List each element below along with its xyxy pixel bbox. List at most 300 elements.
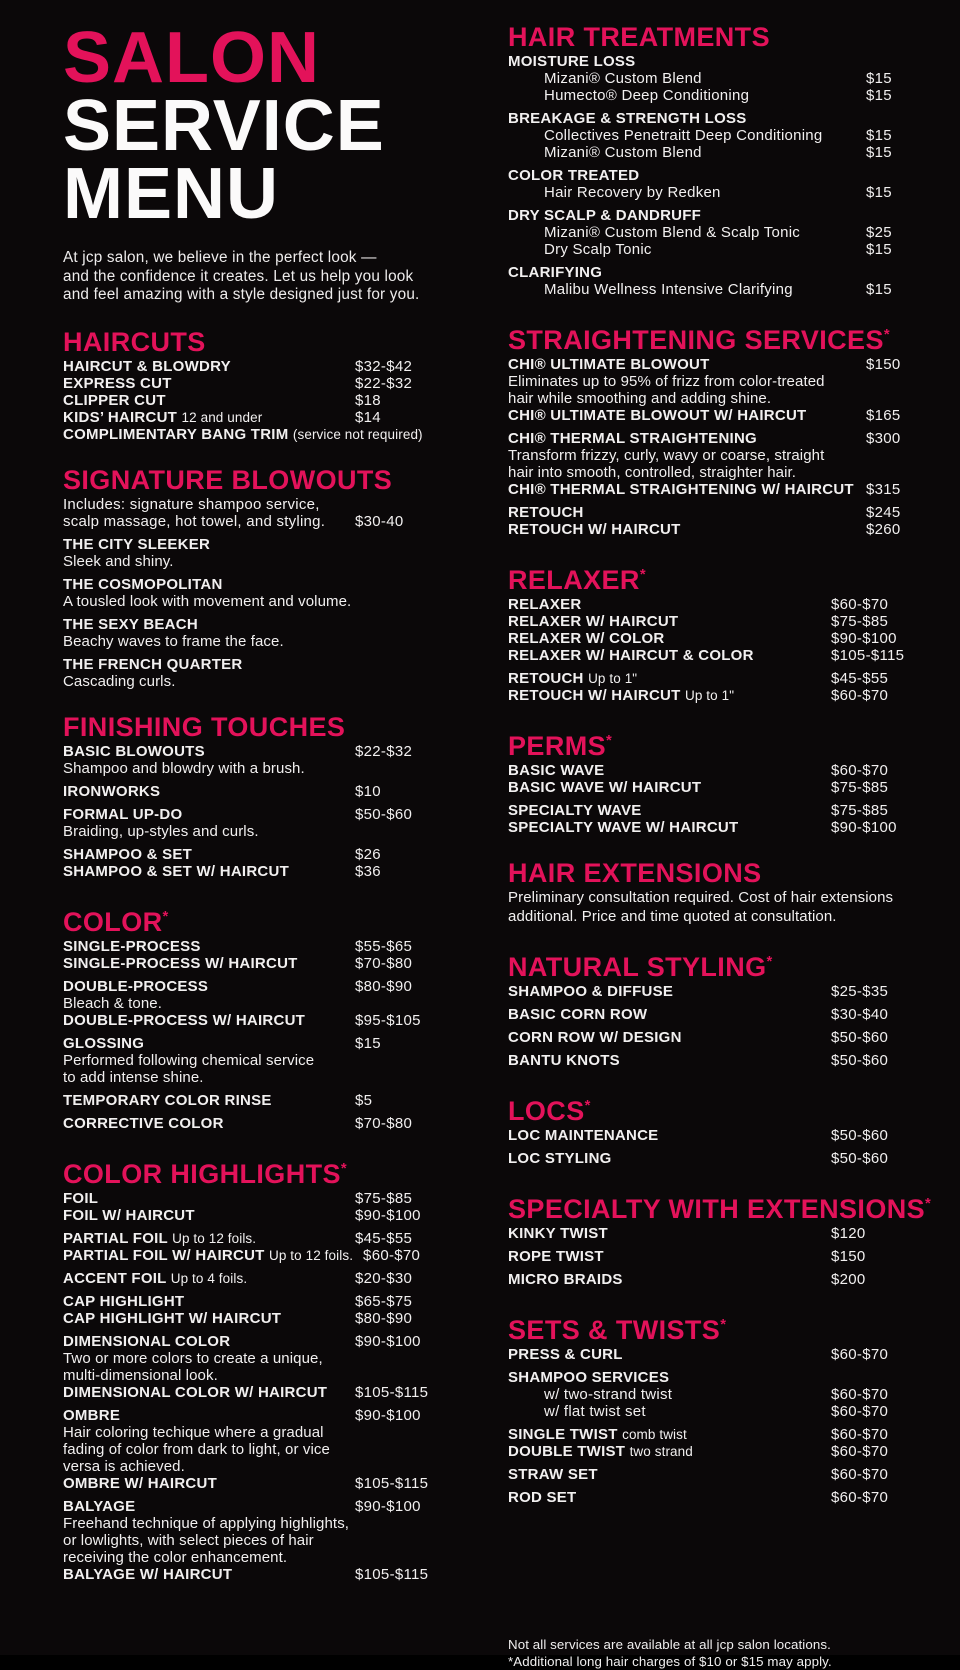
service-desc-line: Sleek and shiny. bbox=[63, 552, 174, 570]
service-row bbox=[508, 1271, 910, 1288]
service-name bbox=[63, 656, 355, 673]
service-price: $15 bbox=[355, 1034, 381, 1052]
service-name-text: Mizani® Custom Blend bbox=[544, 144, 702, 161]
section-asterisk: * bbox=[720, 1317, 726, 1333]
service-name-text: CAP HIGHLIGHT W/ HAIRCUT bbox=[63, 1309, 282, 1327]
service-row bbox=[63, 1092, 448, 1109]
service-row bbox=[63, 1190, 448, 1207]
service-name bbox=[508, 1369, 831, 1386]
service-desc-line: or lowlights, with select pieces of hair bbox=[63, 1531, 314, 1549]
service-group bbox=[508, 110, 910, 161]
service-note: Up to 1" bbox=[684, 688, 735, 703]
service-group bbox=[63, 496, 448, 530]
service-name-text: ROD SET bbox=[508, 1489, 577, 1506]
service-name-text: PARTIAL FOIL W/ HAIRCUT bbox=[63, 1246, 265, 1264]
service-name bbox=[508, 407, 866, 424]
service-name bbox=[63, 616, 355, 633]
service-desc-line: to add intense shine. bbox=[63, 1068, 204, 1086]
service-group bbox=[63, 358, 448, 443]
section-title bbox=[63, 1156, 448, 1188]
service-name bbox=[508, 613, 831, 630]
service-name-text: GLOSSING bbox=[63, 1034, 145, 1052]
service-name-text: ACCENT FOIL bbox=[63, 1269, 167, 1287]
menu-title bbox=[63, 18, 448, 234]
service-row bbox=[508, 356, 910, 373]
service-price: $15 bbox=[866, 281, 892, 298]
service-name-text: KINKY TWIST bbox=[508, 1225, 608, 1242]
section-title-text: SETS & TWISTS bbox=[508, 1315, 721, 1345]
service-name bbox=[508, 1029, 831, 1046]
service-row bbox=[508, 1369, 910, 1386]
service-group bbox=[508, 167, 910, 201]
service-name bbox=[63, 1012, 355, 1029]
service-row bbox=[508, 1443, 910, 1460]
service-desc-line: Transform frizzy, curly, wavy or coarse, straight bbox=[508, 447, 825, 464]
section-asterisk: * bbox=[162, 908, 169, 925]
service-name bbox=[63, 846, 355, 863]
service-desc-line: Freehand technique of applying highlights, bbox=[63, 1514, 350, 1532]
service-name-text: RETOUCH W/ HAIRCUT bbox=[508, 521, 681, 538]
service-price: $15 bbox=[866, 184, 892, 201]
service-price: $26 bbox=[355, 845, 381, 863]
service-name-text: SINGLE TWIST bbox=[508, 1426, 618, 1443]
service-price: $15 bbox=[866, 241, 892, 258]
service-price: $60-$70 bbox=[831, 1466, 889, 1483]
menu-section bbox=[508, 728, 910, 836]
service-name bbox=[63, 426, 433, 443]
service-name-text: OMBRE bbox=[63, 1406, 121, 1424]
service-row bbox=[508, 687, 910, 704]
footer-disclaimer bbox=[508, 1636, 910, 1670]
service-group bbox=[63, 1190, 448, 1224]
service-name-text: KIDS’ HAIRCUT bbox=[63, 408, 178, 426]
service-name bbox=[63, 1207, 355, 1224]
service-row bbox=[63, 1035, 448, 1052]
service-row bbox=[508, 264, 910, 281]
service-group bbox=[508, 1029, 910, 1046]
service-name-text: PARTIAL FOIL bbox=[63, 1229, 168, 1247]
service-group bbox=[508, 1052, 910, 1069]
service-desc-line: Performed following chemical service bbox=[63, 1051, 315, 1069]
service-name bbox=[63, 1498, 355, 1515]
service-row bbox=[63, 1230, 448, 1247]
service-name-text: Humecto® Deep Conditioning bbox=[544, 87, 750, 104]
service-desc-line: A tousled look with movement and volume. bbox=[63, 592, 352, 610]
service-name-text: FOIL bbox=[63, 1189, 99, 1207]
service-name bbox=[508, 647, 831, 664]
service-row bbox=[508, 87, 910, 104]
service-name-text: CHI® ULTIMATE BLOWOUT W/ HAIRCUT bbox=[508, 407, 807, 424]
service-name-text: OMBRE W/ HAIRCUT bbox=[63, 1474, 217, 1492]
service-group bbox=[508, 1369, 910, 1420]
service-group bbox=[63, 1293, 448, 1327]
service-note: Up to 12 foils. bbox=[269, 1247, 354, 1263]
service-price: $105-$115 bbox=[831, 647, 905, 664]
service-name-text: IRONWORKS bbox=[63, 782, 161, 800]
service-price: $105-$115 bbox=[355, 1383, 429, 1401]
service-row bbox=[508, 1052, 910, 1069]
service-row bbox=[63, 656, 448, 673]
intro-line: and the confidence it creates. Let us help you look bbox=[63, 267, 414, 285]
service-name-text: Hair Recovery by Redken bbox=[544, 184, 721, 201]
intro-line: and feel amazing with a style designed just for you. bbox=[63, 286, 420, 303]
service-name bbox=[508, 1006, 831, 1023]
service-row bbox=[508, 224, 910, 241]
service-name bbox=[63, 1333, 355, 1350]
service-name bbox=[63, 783, 355, 800]
service-row bbox=[508, 1150, 910, 1167]
service-name-text: MICRO BRAIDS bbox=[508, 1271, 623, 1288]
footer-line: *Additional long hair charges of $10 or $15 may apply. bbox=[508, 1654, 832, 1669]
service-name bbox=[544, 70, 866, 87]
service-row bbox=[508, 1403, 910, 1420]
service-row bbox=[508, 1225, 910, 1242]
service-name bbox=[508, 110, 866, 127]
service-name bbox=[63, 955, 355, 972]
service-name-text: RELAXER W/ HAIRCUT bbox=[508, 613, 679, 630]
section-title-text: NATURAL STYLING bbox=[508, 952, 767, 982]
service-price: $60-$70 bbox=[831, 762, 889, 779]
service-name-text: CLARIFYING bbox=[508, 264, 603, 281]
service-group bbox=[63, 616, 448, 650]
service-name bbox=[508, 1271, 831, 1288]
service-row bbox=[63, 1115, 448, 1132]
service-name-text: DOUBLE TWIST bbox=[508, 1443, 626, 1460]
menu-section bbox=[508, 1191, 931, 1288]
service-name bbox=[508, 1225, 831, 1242]
service-name bbox=[508, 167, 866, 184]
service-row bbox=[63, 743, 448, 760]
section-title-text: COLOR HIGHLIGHTS bbox=[63, 1158, 341, 1189]
service-name bbox=[508, 207, 866, 224]
service-price: $55-$65 bbox=[355, 937, 413, 955]
section-asterisk: * bbox=[340, 1160, 347, 1177]
service-price: $50-$60 bbox=[831, 1052, 889, 1069]
service-name bbox=[508, 1443, 831, 1460]
left-sections bbox=[63, 326, 448, 1583]
service-row bbox=[508, 1489, 910, 1506]
menu-section bbox=[63, 1156, 448, 1583]
service-name-text: BALYAGE W/ HAIRCUT bbox=[63, 1565, 233, 1583]
service-price: $90-$100 bbox=[831, 819, 897, 836]
service-name-text: SHAMPOO & SET W/ HAIRCUT bbox=[63, 862, 289, 880]
service-name-text: DIMENSIONAL COLOR bbox=[63, 1332, 231, 1350]
service-name bbox=[63, 1035, 355, 1052]
menu-section bbox=[63, 464, 448, 690]
service-row bbox=[63, 1498, 448, 1515]
service-price: $75-$85 bbox=[831, 802, 889, 819]
service-name-text: RETOUCH W/ HAIRCUT bbox=[508, 687, 681, 704]
service-row bbox=[508, 819, 910, 836]
service-name-text: CHI® THERMAL STRAIGHTENING W/ HAIRCUT bbox=[508, 481, 854, 498]
service-row bbox=[63, 513, 448, 530]
service-name bbox=[63, 938, 355, 955]
service-price: $60-$70 bbox=[831, 1426, 889, 1443]
service-name bbox=[508, 819, 831, 836]
service-row bbox=[63, 1407, 448, 1424]
service-name bbox=[63, 978, 355, 995]
service-name bbox=[63, 496, 355, 513]
title-line-salon: SALON bbox=[63, 18, 320, 98]
service-price: $25 bbox=[866, 224, 892, 241]
service-group bbox=[63, 743, 448, 777]
service-name-text: PRESS & CURL bbox=[508, 1346, 623, 1363]
service-name bbox=[508, 1466, 831, 1483]
service-name bbox=[63, 392, 355, 409]
service-price: $18 bbox=[355, 391, 381, 409]
service-row bbox=[508, 167, 910, 184]
service-price: $15 bbox=[866, 87, 892, 104]
service-group bbox=[63, 576, 448, 610]
service-row bbox=[63, 955, 448, 972]
service-group bbox=[63, 1498, 448, 1583]
service-desc-line: receiving the color enhancement. bbox=[63, 1548, 288, 1566]
service-row bbox=[63, 576, 448, 593]
section-asterisk: * bbox=[883, 327, 890, 343]
service-group bbox=[63, 938, 448, 972]
service-row bbox=[63, 616, 448, 633]
service-price: $90-$100 bbox=[355, 1497, 421, 1515]
service-price: $65-$75 bbox=[355, 1292, 413, 1310]
service-name-text: LOC STYLING bbox=[508, 1150, 612, 1167]
service-row bbox=[508, 647, 910, 664]
service-row bbox=[63, 1293, 448, 1310]
service-row bbox=[63, 409, 448, 426]
service-name bbox=[544, 281, 866, 298]
service-note: Up to 12 foils. bbox=[172, 1230, 257, 1246]
service-row bbox=[63, 1270, 448, 1287]
service-row bbox=[508, 596, 910, 613]
service-row bbox=[508, 281, 910, 298]
section-title bbox=[508, 24, 910, 51]
service-price: $32-$42 bbox=[355, 357, 413, 375]
service-desc-line: Bleach & tone. bbox=[63, 994, 162, 1012]
service-price: $50-$60 bbox=[831, 1029, 889, 1046]
service-name bbox=[508, 264, 866, 281]
service-row bbox=[508, 504, 910, 521]
section-title bbox=[508, 860, 910, 887]
service-name-text: SINGLE-PROCESS bbox=[63, 937, 201, 955]
service-row bbox=[508, 779, 910, 796]
section-title-text: SPECIALTY WITH EXTENSIONS bbox=[508, 1194, 926, 1224]
service-name-text: SHAMPOO SERVICES bbox=[508, 1369, 670, 1386]
service-group bbox=[63, 978, 448, 1029]
service-group bbox=[63, 1407, 448, 1492]
service-group bbox=[63, 806, 448, 840]
service-name-text: HAIRCUT & BLOWDRY bbox=[63, 357, 231, 375]
service-name bbox=[63, 806, 355, 823]
service-group bbox=[508, 1248, 910, 1265]
section-title bbox=[508, 728, 910, 760]
service-row bbox=[63, 1207, 448, 1224]
service-row bbox=[508, 1426, 910, 1443]
section-title bbox=[508, 949, 910, 981]
service-price: $80-$90 bbox=[355, 977, 413, 995]
service-row bbox=[508, 670, 910, 687]
service-row bbox=[63, 846, 448, 863]
service-note: Up to 1" bbox=[588, 671, 638, 686]
service-row bbox=[63, 1012, 448, 1029]
service-group bbox=[508, 1225, 910, 1242]
service-name bbox=[63, 409, 355, 426]
service-row bbox=[508, 983, 910, 1000]
service-price: $50-$60 bbox=[831, 1127, 889, 1144]
service-desc-line: Eliminates up to 95% of frizz from color-treated bbox=[508, 373, 825, 390]
service-name bbox=[63, 1115, 355, 1132]
service-name-text: COLOR TREATED bbox=[508, 167, 640, 184]
service-name bbox=[508, 1052, 831, 1069]
right-sections bbox=[508, 22, 931, 1506]
service-name bbox=[63, 358, 355, 375]
service-price: $70-$80 bbox=[355, 1114, 413, 1132]
service-row bbox=[63, 1310, 448, 1327]
service-name-text: SINGLE-PROCESS W/ HAIRCUT bbox=[63, 954, 298, 972]
menu-section bbox=[63, 711, 448, 880]
section-title-text: HAIR EXTENSIONS bbox=[508, 858, 762, 888]
service-row bbox=[508, 184, 910, 201]
service-desc-line: Hair coloring techique where a gradual bbox=[63, 1423, 324, 1441]
menu-section bbox=[508, 562, 910, 704]
service-name bbox=[508, 762, 831, 779]
right-column bbox=[508, 22, 931, 1669]
service-price: $70-$80 bbox=[355, 954, 413, 972]
service-price: $14 bbox=[355, 408, 381, 426]
service-row bbox=[63, 426, 448, 443]
service-group bbox=[508, 504, 910, 538]
service-desc-line: versa is achieved. bbox=[63, 1457, 185, 1475]
service-price: $150 bbox=[866, 356, 901, 373]
menu-section bbox=[508, 860, 910, 925]
section-title bbox=[508, 1093, 910, 1125]
service-note: comb twist bbox=[622, 1427, 687, 1442]
service-name bbox=[544, 87, 866, 104]
service-price: $30-40 bbox=[355, 512, 404, 530]
section-title-text: LOCS bbox=[508, 1096, 585, 1126]
service-name-text: CLIPPER CUT bbox=[63, 391, 166, 409]
service-name bbox=[508, 1150, 831, 1167]
service-name-text: THE CITY SLEEKER bbox=[63, 535, 211, 553]
service-name-text: CORN ROW W/ DESIGN bbox=[508, 1029, 682, 1046]
service-row bbox=[63, 938, 448, 955]
section-title bbox=[508, 322, 910, 354]
service-name bbox=[544, 1386, 831, 1403]
service-price: $75-$85 bbox=[831, 613, 889, 630]
service-row bbox=[63, 863, 448, 880]
service-name bbox=[544, 241, 866, 258]
service-row bbox=[63, 1384, 448, 1401]
service-name-text: w/ two-strand twist bbox=[544, 1386, 673, 1403]
service-price: $60-$70 bbox=[831, 1386, 889, 1403]
service-row bbox=[63, 392, 448, 409]
service-name bbox=[508, 596, 831, 613]
service-group bbox=[63, 536, 448, 570]
service-name-text: THE SEXY BEACH bbox=[63, 615, 198, 633]
service-name bbox=[63, 1310, 355, 1327]
service-price: $90-$100 bbox=[355, 1406, 421, 1424]
menu-section bbox=[508, 1312, 910, 1506]
service-group bbox=[63, 656, 448, 690]
section-title bbox=[63, 464, 448, 495]
service-price: $200 bbox=[831, 1271, 866, 1288]
service-group bbox=[508, 983, 910, 1000]
service-name-text: BANTU KNOTS bbox=[508, 1052, 620, 1069]
service-name bbox=[544, 144, 866, 161]
service-name-text: RETOUCH bbox=[508, 670, 584, 687]
service-name bbox=[63, 1293, 355, 1310]
service-price: $300 bbox=[866, 430, 901, 447]
service-name-text: SHAMPOO & DIFFUSE bbox=[508, 983, 674, 1000]
service-name bbox=[508, 504, 866, 521]
service-name bbox=[63, 513, 355, 530]
service-desc-line: Beachy waves to frame the face. bbox=[63, 632, 284, 650]
service-group bbox=[508, 596, 910, 664]
service-group bbox=[63, 1230, 448, 1264]
service-price: $60-$70 bbox=[831, 1443, 889, 1460]
service-name bbox=[508, 687, 831, 704]
service-row bbox=[508, 127, 910, 144]
service-group bbox=[508, 1466, 910, 1483]
service-name-text: Mizani® Custom Blend & Scalp Tonic bbox=[544, 224, 801, 241]
section-title-text: STRAIGHTENING SERVICES bbox=[508, 325, 884, 355]
service-price: $75-$85 bbox=[355, 1189, 413, 1207]
service-group bbox=[63, 1092, 448, 1109]
service-row bbox=[508, 70, 910, 87]
service-row bbox=[508, 630, 910, 647]
service-row bbox=[508, 521, 910, 538]
section-title bbox=[63, 711, 448, 742]
service-row bbox=[508, 407, 910, 424]
service-row bbox=[508, 1466, 910, 1483]
service-group bbox=[508, 1150, 910, 1167]
service-name-text: Mizani® Custom Blend bbox=[544, 70, 702, 87]
service-row bbox=[508, 481, 910, 498]
service-name-text: THE FRENCH QUARTER bbox=[63, 655, 243, 673]
service-name bbox=[63, 1190, 355, 1207]
service-note: two strand bbox=[629, 1444, 693, 1459]
service-group bbox=[63, 1115, 448, 1132]
service-row bbox=[63, 783, 448, 800]
service-name bbox=[63, 375, 355, 392]
service-name bbox=[63, 1247, 363, 1264]
service-group bbox=[63, 1035, 448, 1086]
service-name bbox=[63, 1566, 355, 1583]
service-price: $105-$115 bbox=[355, 1565, 429, 1583]
service-group bbox=[508, 264, 910, 298]
service-group bbox=[508, 430, 910, 498]
service-name-text: BASIC BLOWOUTS bbox=[63, 742, 205, 760]
service-price: $60-$70 bbox=[831, 1403, 889, 1420]
service-group bbox=[63, 1333, 448, 1401]
service-name bbox=[63, 743, 355, 760]
service-name bbox=[508, 779, 831, 796]
service-group bbox=[508, 53, 910, 104]
menu-section bbox=[63, 326, 448, 443]
service-price: $15 bbox=[866, 144, 892, 161]
service-name bbox=[508, 983, 831, 1000]
service-name-text: FOIL W/ HAIRCUT bbox=[63, 1206, 195, 1224]
service-row bbox=[508, 207, 910, 224]
section-asterisk: * bbox=[606, 733, 612, 749]
service-name-text: BALYAGE bbox=[63, 1497, 136, 1515]
service-name bbox=[63, 1407, 355, 1424]
service-name-text: CORRECTIVE COLOR bbox=[63, 1114, 224, 1132]
title-line-service: SERVICE bbox=[63, 86, 385, 166]
service-name bbox=[63, 1092, 355, 1109]
intro-paragraph bbox=[63, 249, 448, 305]
service-row bbox=[63, 1566, 448, 1583]
section-title bbox=[508, 1191, 931, 1224]
service-group bbox=[508, 802, 910, 836]
